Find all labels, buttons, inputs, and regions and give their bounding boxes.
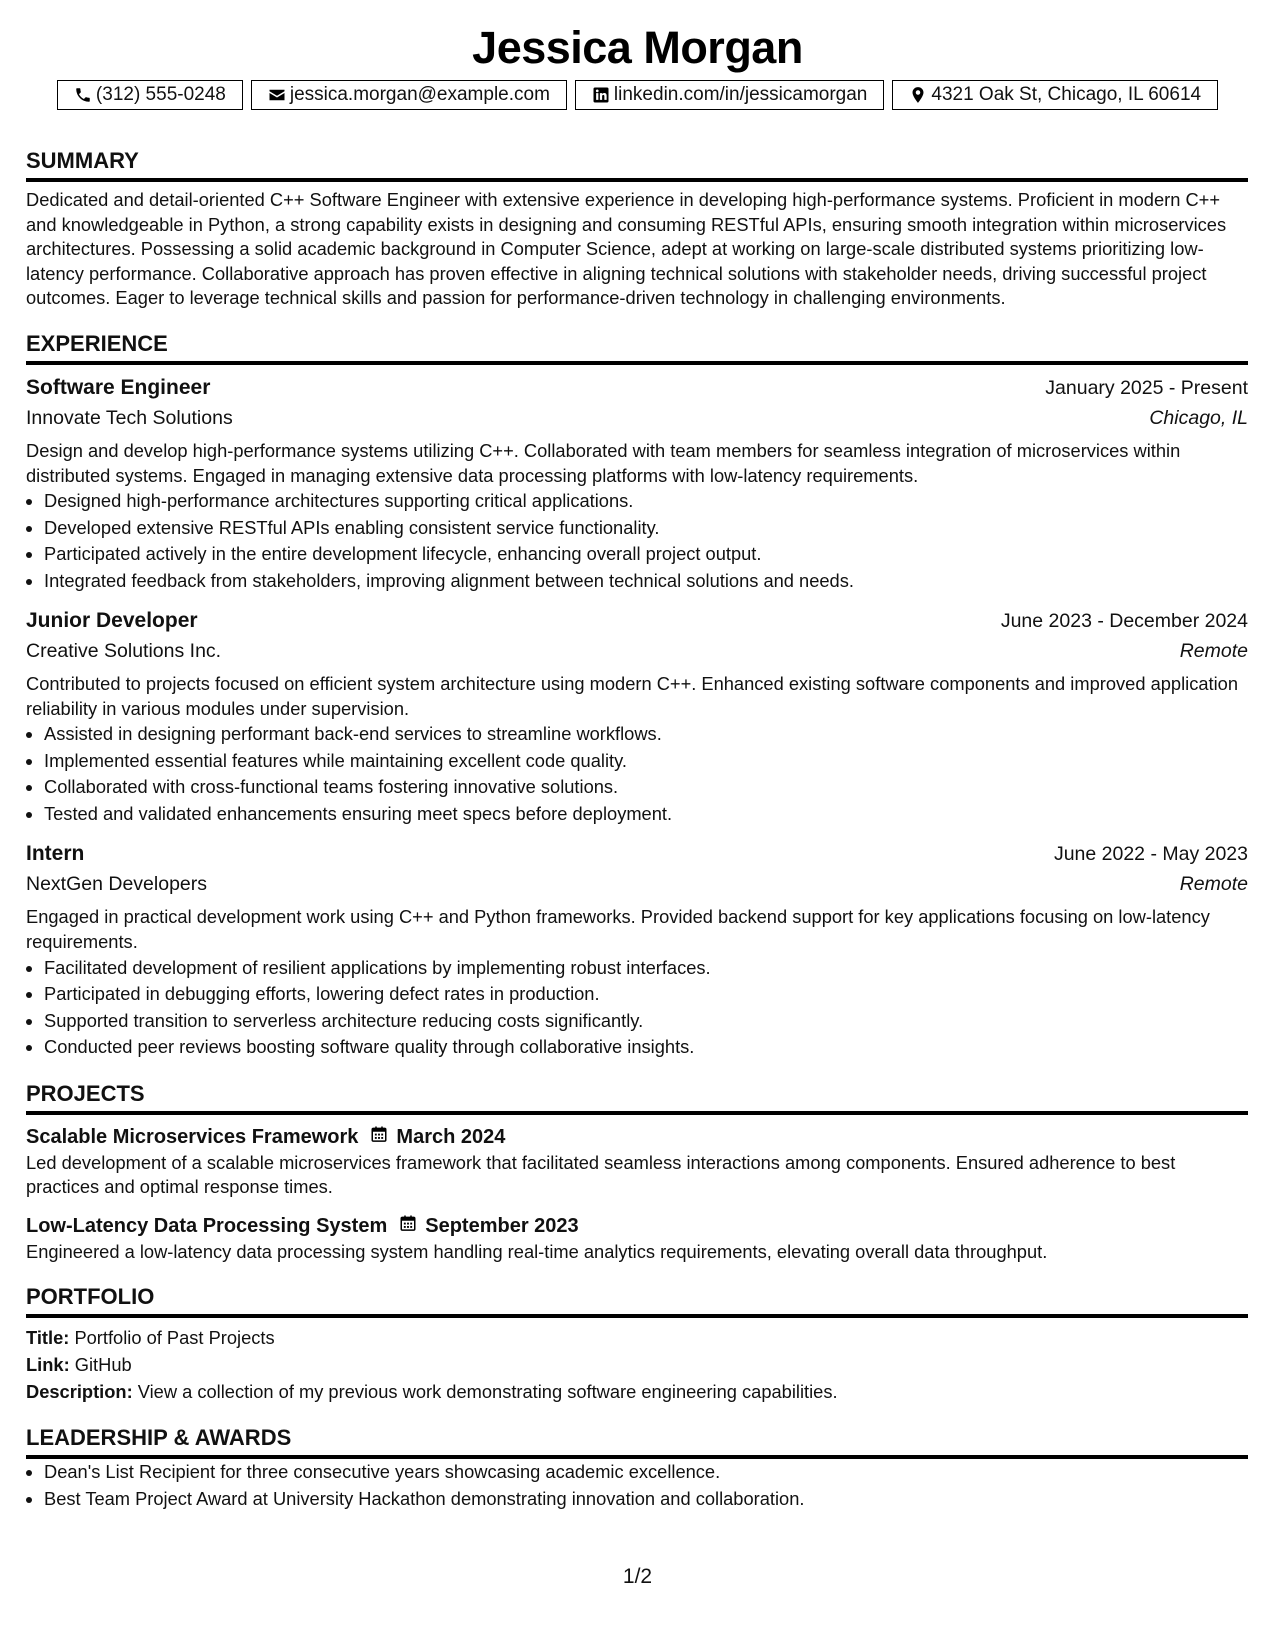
- contact-phone[interactable]: [57, 80, 243, 110]
- list-item: • Collaborated with cross-functional teams fostering innovative solutions.: [44, 774, 1248, 801]
- portfolio-description-value: View a collection of my previous work demonstrating software engineering capabilities.: [137, 1381, 838, 1403]
- job-dates: January 2025 - Present: [1045, 376, 1248, 399]
- contact-email-text: jessica.morgan@example.com: [289, 84, 550, 105]
- job-company: NextGen Developers: [26, 873, 208, 896]
- contact-address[interactable]: [892, 80, 1218, 110]
- projects-section: [26, 1079, 1248, 1265]
- job-entry: [26, 373, 1248, 594]
- job-location: Remote: [1179, 640, 1248, 663]
- leadership-section: [26, 1423, 1248, 1512]
- portfolio-link[interactable]: GitHub: [74, 1354, 132, 1376]
- summary-section: [26, 146, 1248, 311]
- portfolio-description-label: Description:: [26, 1381, 133, 1403]
- phone-icon: [74, 86, 92, 104]
- project-name: Low-Latency Data Processing System: [26, 1214, 388, 1237]
- list-item: • Assisted in designing performant back-end services to streamline workflows.: [44, 721, 1248, 748]
- list-item: • Participated in debugging efforts, lowering defect rates in production.: [44, 981, 1248, 1008]
- leadership-list: [26, 1459, 1248, 1512]
- job-entry: [26, 606, 1248, 827]
- job-bullets: [26, 488, 1248, 594]
- list-item: • Dean's List Recipient for three consecutive years showcasing academic excellence.: [44, 1459, 1248, 1486]
- linkedin-icon: [592, 86, 610, 104]
- job-description: Design and develop high-performance systems utilizing C++. Collaborated with team members for seamless integration of microservices within distributed systems. Engaged in managing extensive data processing platforms with low-latency requirements.: [26, 439, 1181, 486]
- project-entry: [26, 1212, 1248, 1265]
- job-bullets: [26, 721, 1248, 827]
- project-description: Engineered a low-latency data processing system handling real-time analytics requirements, elevating overall data throughput.: [26, 1240, 1048, 1262]
- project-date: March 2024: [396, 1125, 506, 1148]
- portfolio-heading: PORTFOLIO: [26, 1282, 1248, 1318]
- portfolio-title-line: [26, 1324, 1248, 1351]
- list-item: • Implemented essential features while maintaining excellent code quality.: [44, 748, 1248, 775]
- experience-section: [26, 329, 1248, 1061]
- portfolio-description-line: [26, 1378, 1248, 1405]
- envelope-icon: [268, 86, 286, 104]
- job-company: Creative Solutions Inc.: [26, 640, 222, 663]
- project-entry: [26, 1123, 1248, 1200]
- contact-address-text: 4321 Oak St, Chicago, IL 60614: [931, 84, 1202, 105]
- portfolio-link-label: Link:: [26, 1354, 70, 1376]
- job-location: Remote: [1179, 873, 1248, 896]
- leadership-heading: LEADERSHIP & AWARDS: [26, 1423, 1248, 1459]
- list-item: • Facilitated development of resilient applications by implementing robust interfaces.: [44, 955, 1248, 982]
- map-marker-icon: [909, 86, 927, 104]
- list-item: • Developed extensive RESTful APIs enabling consistent service functionality.: [44, 515, 1248, 542]
- job-title: Intern: [26, 842, 85, 866]
- job-dates: June 2023 - December 2024: [1000, 610, 1248, 633]
- job-title: Software Engineer: [26, 375, 211, 399]
- contact-email[interactable]: [251, 80, 567, 110]
- project-description: Led development of a scalable microservices framework that facilitated seamless interactions among components. Ensured adherence to best practices and optimal response times.: [26, 1151, 1176, 1198]
- resume-content: [26, 146, 1248, 1512]
- project-name: Scalable Microservices Framework: [26, 1125, 359, 1148]
- job-description: Engaged in practical development work using C++ and Python frameworks. Provided backend support for key applications focusing on low-latency requirements.: [26, 906, 1210, 952]
- calendar-icon: [358, 1123, 396, 1151]
- summary-heading: SUMMARY: [26, 146, 1248, 182]
- list-item: • Best Team Project Award at University Hackathon demonstrating innovation and collaboration.: [44, 1486, 1248, 1513]
- list-item: • Tested and validated enhancements ensuring meet specs before deployment.: [44, 801, 1248, 828]
- job-title: Junior Developer: [26, 609, 198, 633]
- list-item: • Conducted peer reviews boosting software quality through collaborative insights.: [44, 1034, 1248, 1061]
- list-item: • Supported transition to serverless architecture reducing costs significantly.: [44, 1008, 1248, 1035]
- job-bullets: [26, 955, 1248, 1061]
- job-location: Chicago, IL: [1149, 406, 1248, 429]
- candidate-name: Jessica Morgan: [472, 22, 803, 73]
- contact-linkedin[interactable]: [575, 80, 884, 110]
- list-item: • Participated actively in the entire development lifecycle, enhancing overall project output.: [44, 541, 1248, 568]
- experience-heading: EXPERIENCE: [26, 329, 1248, 365]
- contact-phone-text: (312) 555-0248: [95, 84, 226, 105]
- list-item: • Designed high-performance architectures supporting critical applications.: [44, 488, 1248, 515]
- job-dates: June 2022 - May 2023: [1053, 843, 1248, 866]
- project-date: September 2023: [425, 1214, 579, 1237]
- portfolio-title-label: Title:: [26, 1327, 70, 1349]
- calendar-icon: [387, 1212, 425, 1240]
- summary-text: Dedicated and detail-oriented C++ Software Engineer with extensive experience in developing high-performance systems. Proficient in modern C++ and knowledgeable in Python, a strong capability exists in designing and consuming RESTful APIs, ensuring smooth integration within microservices architectures. Possessing a solid academic background in Computer Science, adept at working on large-scale distributed systems prioritizing low-latency performance. Collaborative approach has proven effective in aligning technical solutions with stakeholder needs, driving successful project outcomes. Eager to leverage technical skills and passion for performance-driven technology in challenging environments.: [26, 189, 1227, 309]
- list-item: • Integrated feedback from stakeholders, improving alignment between technical solutions and needs.: [44, 568, 1248, 595]
- portfolio-title-value: Portfolio of Past Projects: [74, 1327, 275, 1349]
- job-entry: [26, 839, 1248, 1060]
- portfolio-section: [26, 1282, 1248, 1405]
- projects-heading: PROJECTS: [26, 1079, 1248, 1115]
- contact-linkedin-text: linkedin.com/in/jessicamorgan: [613, 84, 868, 105]
- portfolio-link-line: [26, 1351, 1248, 1378]
- job-company: Innovate Tech Solutions: [26, 406, 233, 429]
- job-description: Contributed to projects focused on efficient system architecture using modern C++. Enhanced existing software components and improved application reliability in various modules under supervision.: [26, 673, 1238, 719]
- page-number: 1/2: [622, 1565, 653, 1588]
- contact-bar: [0, 80, 1275, 110]
